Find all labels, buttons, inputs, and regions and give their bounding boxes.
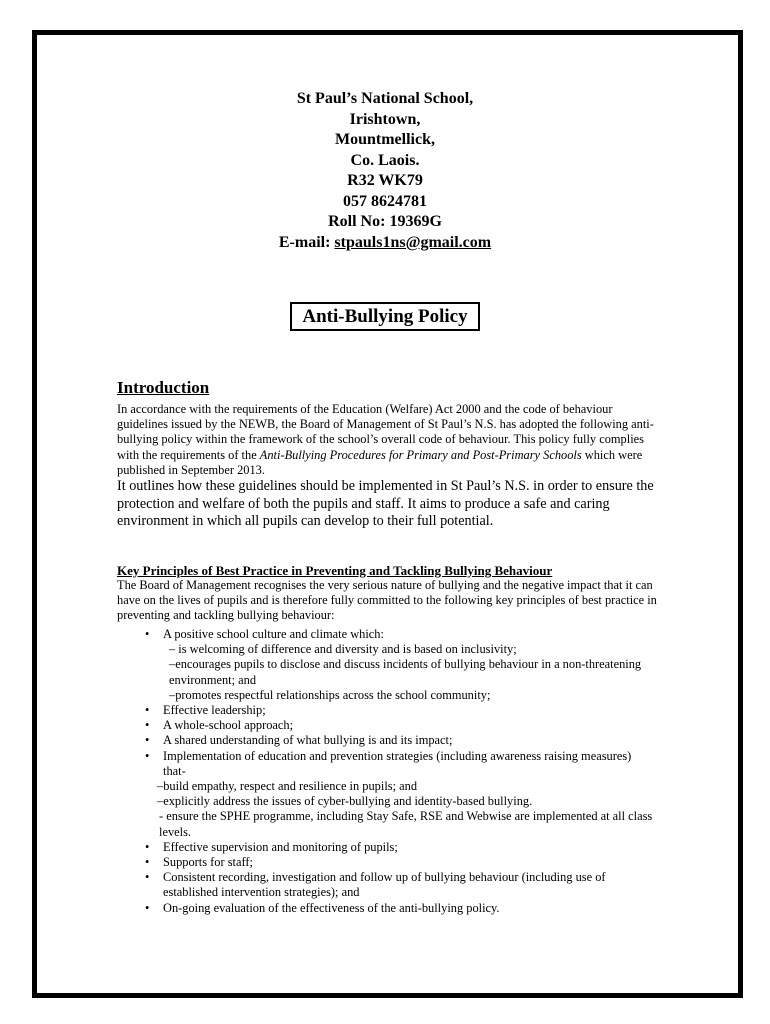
sub-item: –encourages pupils to disclose and discuss incidents of bullying behaviour in a non-threatening environment; and xyxy=(169,657,642,687)
list-item-text: On-going evaluation of the effectiveness of the anti-bullying policy. xyxy=(163,900,500,915)
school-name: St Paul’s National School, xyxy=(296,90,474,107)
school-address-block xyxy=(0,89,770,253)
list-item-text: A shared understanding of what bullying is and its impact; xyxy=(163,733,453,748)
list-item-text: A positive school culture and climate which: xyxy=(163,627,384,641)
procedures-title: Anti-Bullying Procedures for Primary and Post-Primary Schools xyxy=(259,447,582,462)
bullet-icon: • xyxy=(145,839,150,854)
list-item-text: Supports for staff; xyxy=(163,855,253,870)
email-label: E-mail: xyxy=(278,233,335,251)
introduction-paragraph-1-end: which were published in September 2013. xyxy=(117,447,643,477)
bullet-icon: • xyxy=(145,870,150,885)
sub-item: –build empathy, respect and resilience in pupils; and xyxy=(157,779,418,794)
list-item-text: Effective leadership; xyxy=(163,703,266,718)
bullet-icon: • xyxy=(145,703,150,718)
list-item-text: Consistent recording, investigation and follow up of bullying behaviour (including use of established intervention strategies); and xyxy=(163,870,606,900)
list-item xyxy=(117,718,657,733)
policy-title: Anti-Bullying Policy xyxy=(290,302,480,331)
email-link[interactable]: stpauls1ns@gmail.com xyxy=(334,233,492,251)
sub-item: - ensure the SPHE programme, including Stay Safe, RSE and Webwise are implemented at all class levels. xyxy=(159,809,653,839)
introduction-text xyxy=(117,402,657,531)
list-item-text: Effective supervision and monitoring of pupils; xyxy=(163,839,398,854)
sub-item: – is welcoming of difference and diversity and is based on inclusivity; xyxy=(169,642,517,657)
roll-number: Roll No: 19369G xyxy=(328,213,442,230)
introduction-paragraph-2: It outlines how these guidelines should be implemented in St Paul’s N.S. in order to ensure the protection and welfare of both the pupils and staff. It aims to produce a safe and caring environment in which all pupils can develop to their full potential. xyxy=(117,478,654,530)
key-principles-intro: The Board of Management recognises the very serious nature of bullying and the negative impact that it can have on the lives of pupils and is therefore fully committed to the following key principles of best practice in preventing and tackling bullying behaviour: xyxy=(117,578,657,623)
list-item xyxy=(117,901,657,916)
address-line-locality: Mountmellick, xyxy=(335,131,435,148)
email-line xyxy=(0,233,770,254)
list-item-text: Implementation of education and prevention strategies (including awareness raising measures) that- xyxy=(163,748,632,778)
bullet-icon: • xyxy=(145,855,150,870)
address-line-town: Irishtown, xyxy=(349,110,421,128)
list-item xyxy=(117,703,657,718)
introduction-paragraph-1: In accordance with the requirements of the Education (Welfare) Act 2000 and the code of behaviour guidelines issued by the NEWB, the Board of Management of St Paul’s N.S. has adopted the following anti-bullying policy within the framework of the school’s overall code of behaviour. This policy fully complies with the requirements of the xyxy=(117,402,654,462)
bullet-icon: • xyxy=(145,733,150,748)
list-item xyxy=(117,855,657,870)
sub-item: –promotes respectful relationships across the school community; xyxy=(169,687,491,702)
principles-list xyxy=(117,627,657,916)
address-line-county: Co. Laois. xyxy=(350,151,420,169)
list-item xyxy=(117,749,657,840)
sub-item: –explicitly address the issues of cyber-bullying and identity-based bullying. xyxy=(157,794,533,809)
bullet-icon: • xyxy=(145,748,150,763)
bullet-icon: • xyxy=(145,900,150,915)
list-item xyxy=(117,627,657,703)
key-principles-heading: Key Principles of Best Practice in Preventing and Tackling Bullying Behaviour xyxy=(117,563,553,578)
list-item-text: A whole-school approach; xyxy=(163,718,294,733)
bullet-icon: • xyxy=(145,627,150,641)
list-item xyxy=(117,840,657,855)
list-item xyxy=(117,870,657,900)
eircode: R32 WK79 xyxy=(347,172,423,189)
introduction-heading: Introduction xyxy=(117,378,210,397)
phone-number: 057 8624781 xyxy=(343,192,427,210)
bullet-icon: • xyxy=(145,718,150,733)
list-item xyxy=(117,733,657,748)
